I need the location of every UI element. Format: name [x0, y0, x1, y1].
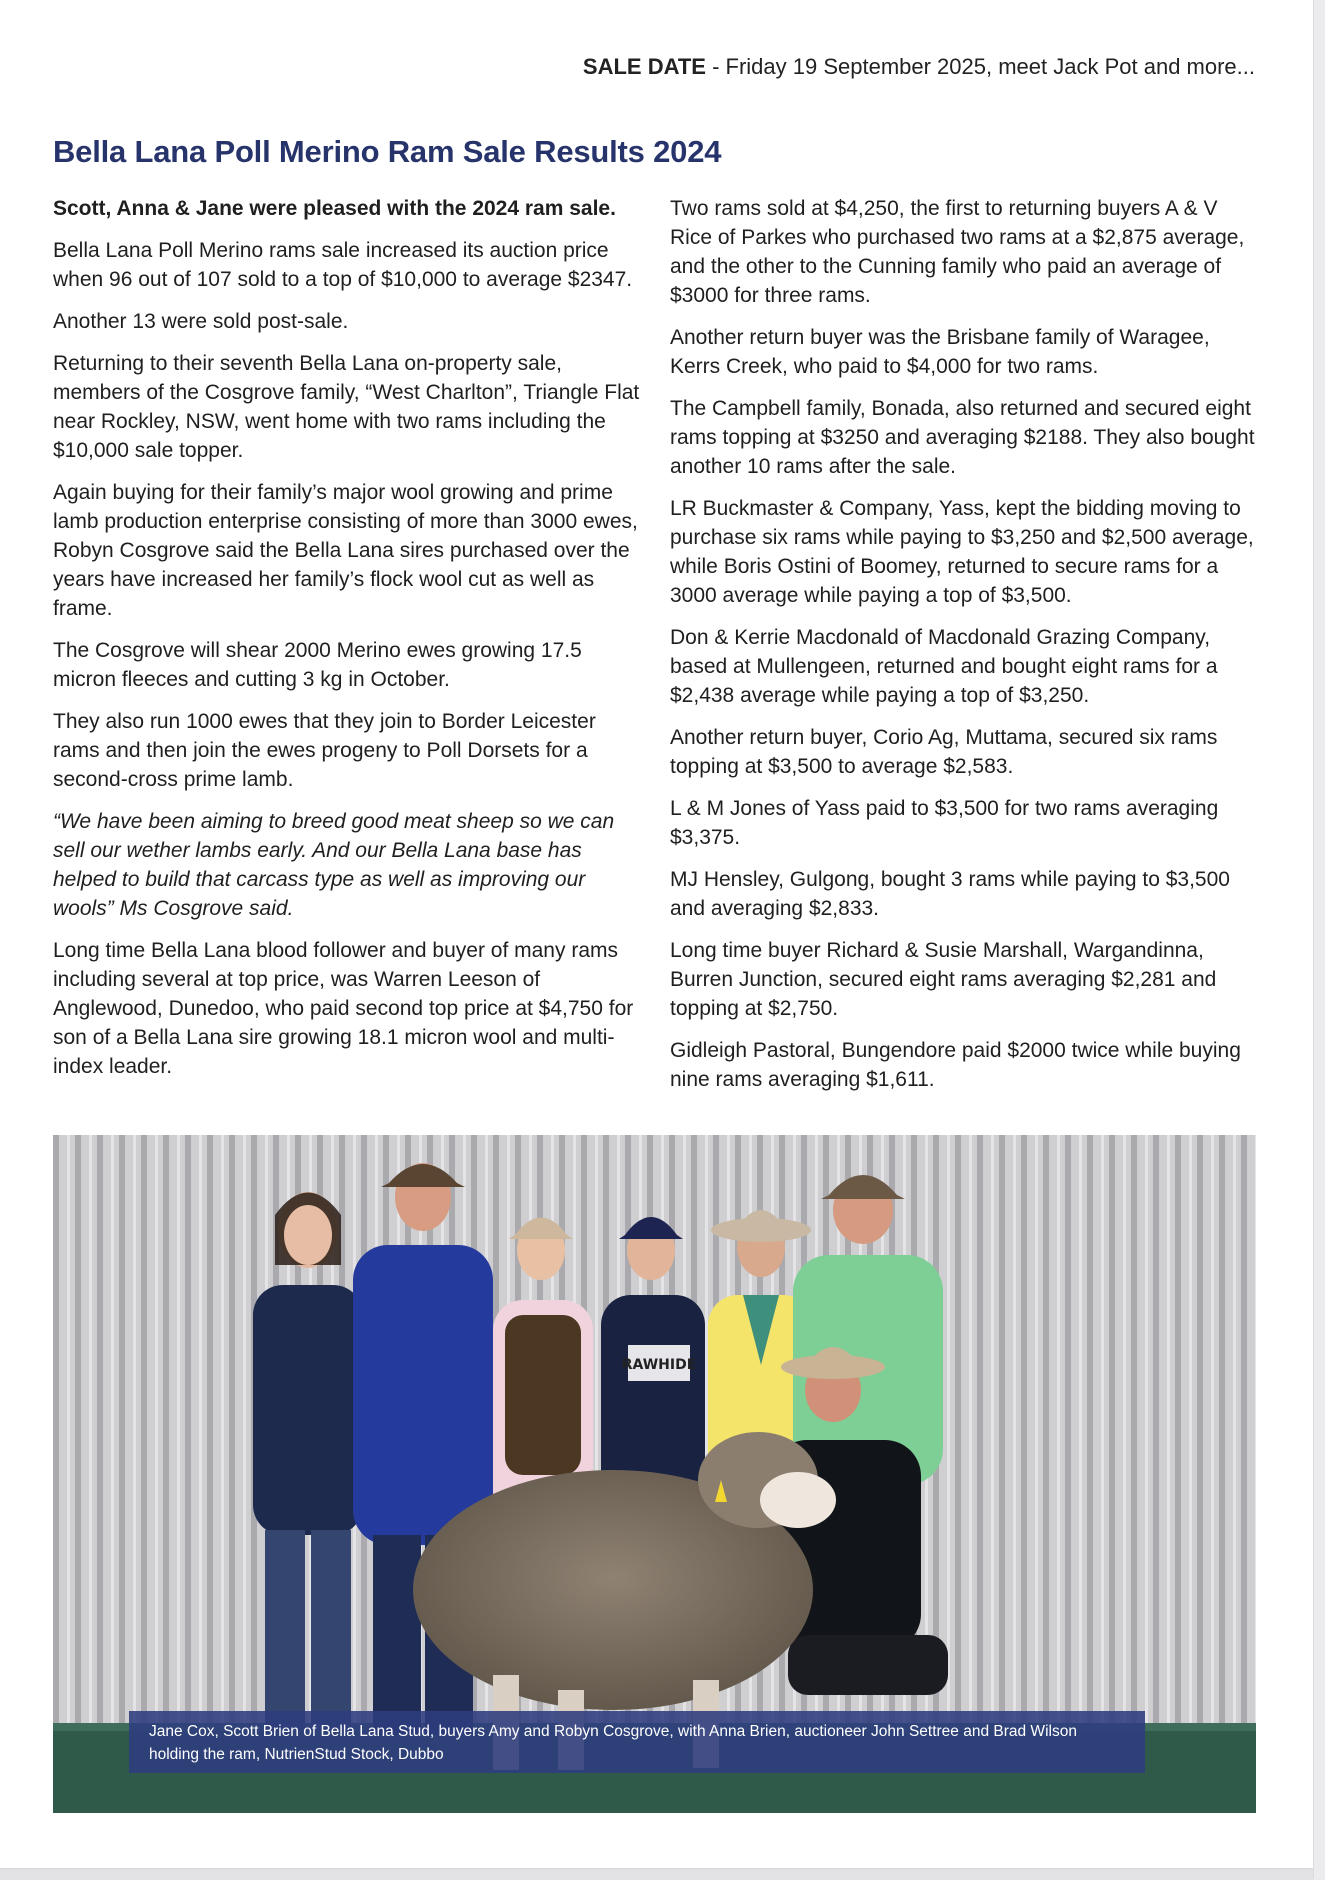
paragraph: Another return buyer, Corio Ag, Muttama, secured six rams topping at $3,500 to average $2,583. — [670, 726, 1218, 778]
article-left-column — [53, 194, 645, 1094]
paragraph: Don & Kerrie Macdonald of Macdonald Grazing Company, based at Mullengeen, returned and bought eight rams for a $2,438 average while paying a top of $3,250. — [670, 626, 1218, 707]
paragraph: Again buying for their family’s major wool growing and prime lamb production enterprise consisting of more than 3000 ewes, Robyn Cosgrove said the Bella Lana sires purchased over the years have increased her family’s flock wool cut as well as frame. — [53, 481, 638, 620]
photo-caption: Jane Cox, Scott Brien of Bella Lana Stud, buyers Amy and Robyn Cosgrove, with Anna Brien, auctioneer John Settree and Brad Wilson holding the ram, NutrienStud Stock, Dubbo — [129, 1711, 1145, 1773]
lead-paragraph: Scott, Anna & Jane were pleased with the 2024 ram sale. — [53, 197, 616, 220]
page-edge-right — [1313, 0, 1325, 1879]
paragraph: Returning to their seventh Bella Lana on-property sale, members of the Cosgrove family, “West Charlton”, Triangle Flat near Rockley, NSW, went home with two rams including the $10,000 sale topper. — [53, 352, 640, 462]
sale-date-label: SALE DATE — [582, 54, 706, 79]
paragraph: LR Buckmaster & Company, Yass, kept the bidding moving to purchase six rams while paying to $3,250 and $2,500 average, while Boris Ostini of Boomey, returned to secure rams for a 3000 average while paying a top of $3,500. — [670, 497, 1254, 607]
quote-paragraph: “We have been aiming to breed good meat sheep so we can sell our wether lambs early. And our Bella Lana base has helped to build that carcass type as well as improving our wools” Ms Cosgrove said. — [53, 810, 615, 920]
paragraph: The Cosgrove will shear 2000 Merino ewes growing 17.5 micron fleeces and cutting 3 kg in October. — [53, 639, 582, 691]
sale-date-line — [583, 54, 1255, 80]
article-title: Bella Lana Poll Merino Ram Sale Results 2024 — [53, 134, 722, 169]
paragraph: Gidleigh Pastoral, Bungendore paid $2000 twice while buying nine rams averaging $1,611. — [670, 1039, 1241, 1091]
paragraph: They also run 1000 ewes that they join to Border Leicester rams and then join the ewes progeny to Poll Dorsets for a second-cross prime lamb. — [53, 710, 596, 791]
paragraph: Long time buyer Richard & Susie Marshall, Wargandinna, Burren Junction, secured eight rams averaging $2,281 and topping at $2,750. — [670, 939, 1217, 1020]
paragraph: The Campbell family, Bonada, also returned and secured eight rams topping at $3250 and averaging $2188. They also bought another 10 rams after the sale. — [670, 397, 1255, 478]
paragraph: Two rams sold at $4,250, the first to returning buyers A & V Rice of Parkes who purchased two rams at a $2,875 average, and the other to the Cunning family who paid an average of $3000 for three rams. — [670, 197, 1245, 307]
paragraph: L & M Jones of Yass paid to $3,500 for two rams averaging $3,375. — [670, 797, 1219, 849]
paragraph: Long time Bella Lana blood follower and buyer of many rams including several at top price, was Warren Leeson of Anglewood, Dunedoo, who paid second top price at $4,750 for son of a Bella Lana sire growing 18.1 micron wool and multi-index leader. — [53, 939, 634, 1078]
sale-date-text: - Friday 19 September 2025, meet Jack Pot and more... — [705, 54, 1255, 79]
paragraph: Another 13 were sold post-sale. — [53, 310, 349, 333]
paragraph: MJ Hensley, Gulgong, bought 3 rams while paying to $3,500 and averaging $2,833. — [670, 868, 1230, 920]
page-edge-bottom — [0, 1868, 1313, 1880]
article-right-column — [670, 194, 1260, 1107]
paragraph: Another return buyer was the Brisbane family of Waragee, Kerrs Creek, who paid to $4,000 for two rams. — [670, 326, 1210, 378]
rawhide-logo-text: RAWHIDE — [621, 1357, 697, 1373]
group-photo — [53, 1135, 1256, 1813]
paragraph: Bella Lana Poll Merino rams sale increased its auction price when 96 out of 107 sold to a top of $10,000 to average $2347. — [53, 239, 633, 291]
